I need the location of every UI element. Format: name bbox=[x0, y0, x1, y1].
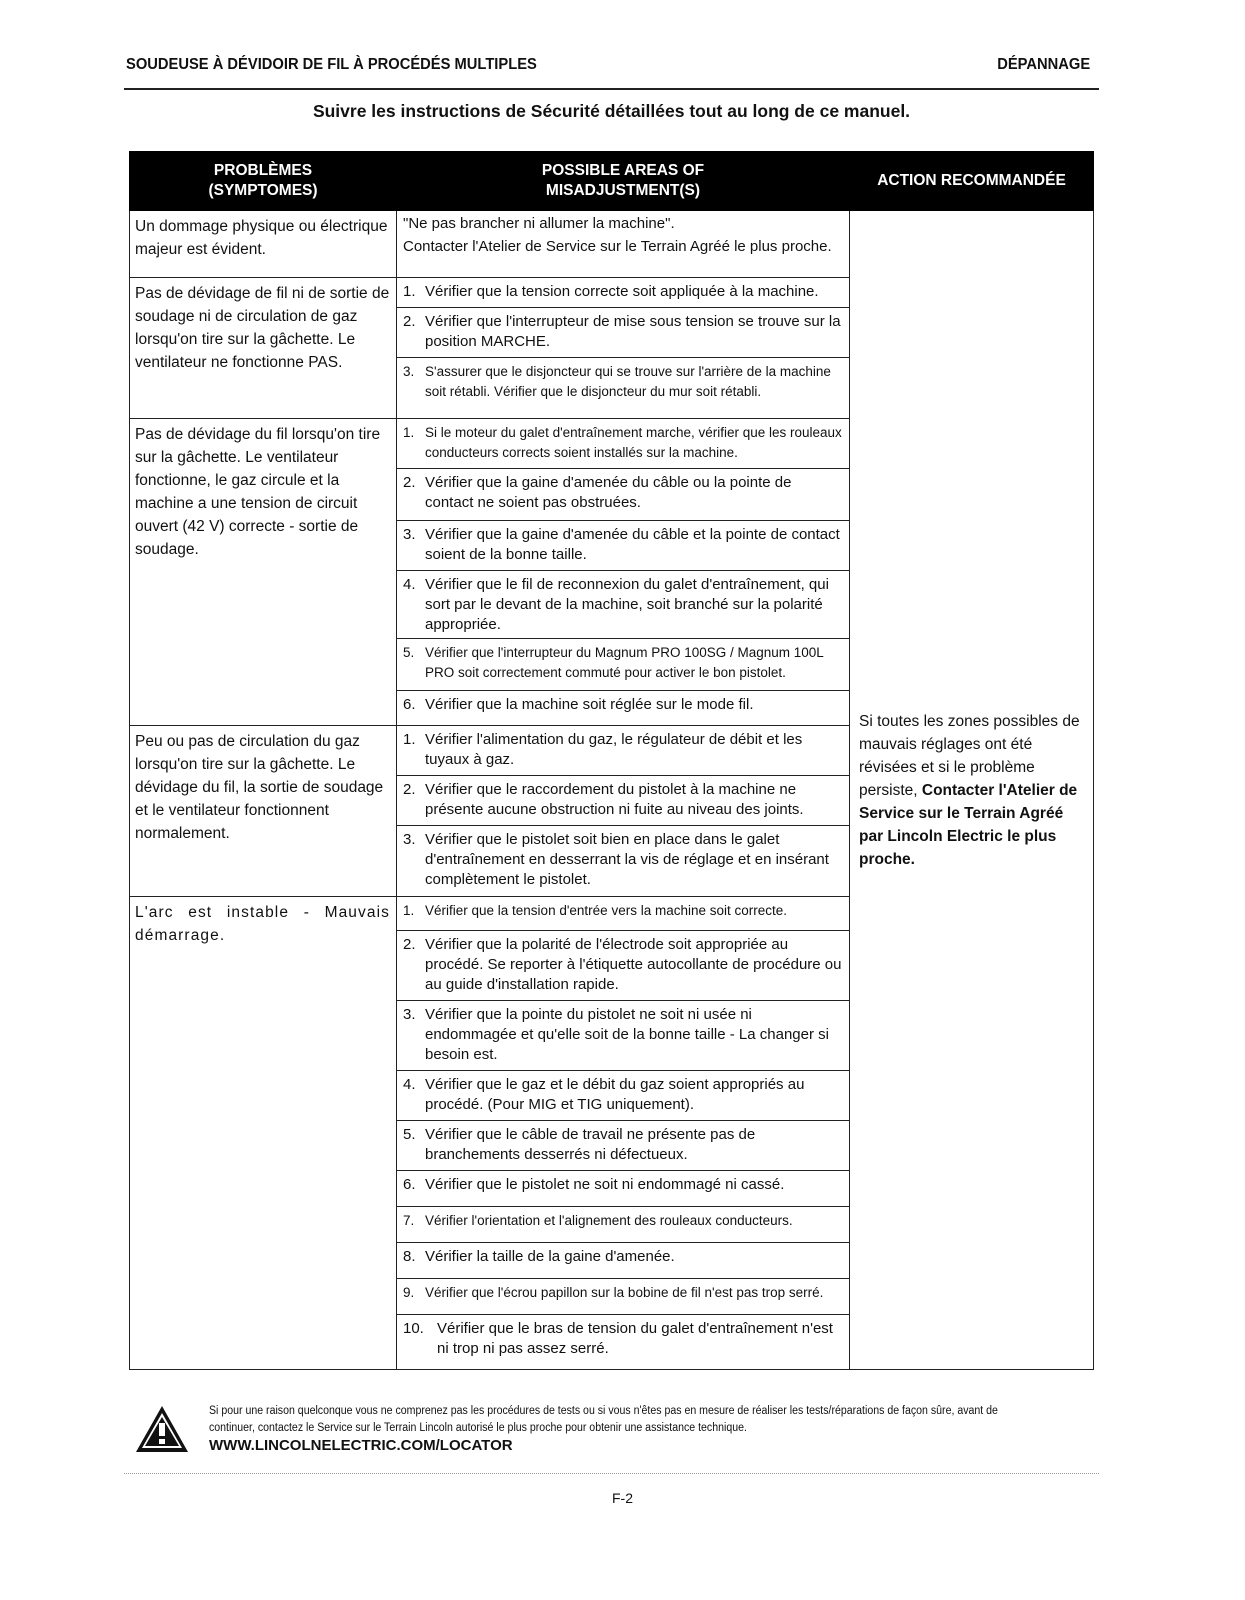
item-number: 2. bbox=[403, 474, 416, 491]
misadjustment-item bbox=[397, 521, 849, 571]
misadjustment-item bbox=[397, 826, 849, 896]
item-text: Vérifier que le pistolet soit bien en place dans le galet d'entraînement en desserrant la vis de réglage et en insérant complètement le pistolet. bbox=[425, 831, 829, 888]
item-text: S'assurer que le disjoncteur qui se trouve sur l'arrière de la machine soit rétabli. Vérifier que le disjoncteur du mur soit rétabli. bbox=[425, 364, 831, 399]
misadjustment-item bbox=[397, 469, 849, 521]
locator-link[interactable]: WWW.LINCOLNELECTRIC.COM/LOCATOR bbox=[209, 1437, 513, 1454]
misadjustment-item bbox=[397, 278, 849, 308]
recommended-action-cell bbox=[850, 211, 1094, 1370]
item-text: Vérifier que le fil de reconnexion du galet d'entraînement, qui sort par le devant de la machine, soit branché sur la polarité appropriée. bbox=[425, 576, 829, 633]
areas-cell bbox=[397, 278, 850, 419]
item-number: 6. bbox=[403, 1176, 416, 1193]
column-header-action: ACTION RECOMMANDÉE bbox=[850, 152, 1094, 211]
item-number: 3. bbox=[403, 1006, 416, 1023]
item-text: Vérifier que la polarité de l'électrode soit appropriée au procédé. Se reporter à l'étiquette autocollante de procédure ou au guide d'installation rapide. bbox=[425, 936, 842, 993]
item-text: Vérifier que la gaine d'amenée du câble ou la pointe de contact ne soient pas obstruées. bbox=[425, 474, 792, 511]
footer-divider bbox=[124, 1473, 1099, 1474]
column-header-areas: POSSIBLE AREAS OF MISADJUSTMENT(S) bbox=[397, 152, 850, 211]
action-text: Si toutes les zones possibles de mauvais réglages ont été révisées et si le problème persiste, bbox=[859, 712, 1080, 799]
item-text: Vérifier que le câble de travail ne présente pas de branchements desserrés ni défectueux. bbox=[425, 1126, 756, 1163]
item-number: 5. bbox=[403, 645, 415, 660]
misadjustment-item bbox=[397, 776, 849, 826]
areas-cell bbox=[397, 419, 850, 726]
item-number: 3. bbox=[403, 831, 416, 848]
item-text: Vérifier que la tension d'entrée vers la machine soit correcte. bbox=[425, 903, 788, 918]
misadjustment-item bbox=[397, 1071, 849, 1121]
column-header-problems: PROBLÈMES (SYMPTOMES) bbox=[130, 152, 397, 211]
problem-cell: Pas de dévidage du fil lorsqu'on tire sur la gâchette. Le ventilateur fonctionne, le gaz circule et la machine a une tension de circuit ouvert (42 V) correcte - sortie de soudage. bbox=[130, 419, 397, 726]
item-number: 3. bbox=[403, 364, 415, 379]
item-number: 2. bbox=[403, 781, 416, 798]
areas-cell bbox=[397, 211, 850, 278]
misadjustment-item bbox=[397, 308, 849, 358]
misadjustment-item bbox=[397, 1171, 849, 1207]
page-number: F-2 bbox=[612, 1490, 633, 1506]
item-number: 1. bbox=[403, 425, 415, 440]
item-text: Vérifier l'alimentation du gaz, le régulateur de débit et les tuyaux à gaz. bbox=[425, 731, 803, 768]
misadjustment-item bbox=[397, 1279, 849, 1315]
misadjustment-item bbox=[397, 897, 849, 931]
item-number: 1. bbox=[403, 731, 416, 748]
areas-cell bbox=[397, 726, 850, 897]
item-number: 6. bbox=[403, 696, 416, 713]
item-number: 1. bbox=[403, 903, 415, 918]
item-number: 5. bbox=[403, 1126, 416, 1143]
misadjustment-item bbox=[397, 419, 849, 469]
item-number: 7. bbox=[403, 1213, 415, 1228]
item-number: 10. bbox=[403, 1320, 424, 1337]
item-number: 8. bbox=[403, 1248, 416, 1265]
item-text: Vérifier que l'interrupteur du Magnum PRO 100SG / Magnum 100L PRO soit correctement commuté pour activer le bon pistolet. bbox=[425, 645, 824, 680]
item-text: "Ne pas brancher ni allumer la machine". Contacter l'Atelier de Service sur le Terrain Agréé le plus proche. bbox=[403, 215, 832, 255]
item-text: Vérifier que le raccordement du pistolet à la machine ne présente aucune obstruction ni fuite au niveau des joints. bbox=[425, 781, 804, 818]
misadjustment-item bbox=[397, 639, 849, 691]
misadjustment-item bbox=[397, 571, 849, 639]
item-text: Vérifier que le pistolet ne soit ni endommagé ni cassé. bbox=[425, 1176, 785, 1193]
item-text: Vérifier que la tension correcte soit appliquée à la machine. bbox=[425, 283, 819, 300]
misadjustment-item bbox=[397, 211, 849, 277]
misadjustment-item bbox=[397, 1243, 849, 1279]
problem-cell: Peu ou pas de circulation du gaz lorsqu'on tire sur la gâchette. Le dévidage du fil, la sortie de soudage et le ventilateur fonctionnent normalement. bbox=[130, 726, 397, 897]
item-text: Vérifier que le gaz et le débit du gaz soient appropriés au procédé. (Pour MIG et TIG uniquement). bbox=[425, 1076, 805, 1113]
item-number: 1. bbox=[403, 283, 416, 300]
item-text: Vérifier que le bras de tension du galet d'entraînement n'est ni trop ni pas assez serré. bbox=[437, 1320, 833, 1357]
problem-cell: L'arc est instable - Mauvais démarrage. bbox=[130, 897, 397, 1370]
safety-instruction: Suivre les instructions de Sécurité détaillées tout au long de ce manuel. bbox=[312, 101, 911, 121]
section-title: DÉPANNAGE bbox=[997, 56, 1091, 73]
misadjustment-item bbox=[397, 1315, 849, 1369]
item-number: 4. bbox=[403, 576, 416, 593]
areas-cell bbox=[397, 897, 850, 1370]
action-contact: Contacter l'Atelier de Service sur le Terrain Agréé par Lincoln Electric le plus proche. bbox=[859, 781, 1078, 868]
misadjustment-item bbox=[397, 1207, 849, 1243]
table-row bbox=[130, 211, 1094, 278]
misadjustment-item bbox=[397, 931, 849, 1001]
item-text: Vérifier la taille de la gaine d'amenée. bbox=[425, 1248, 675, 1265]
item-text: Si le moteur du galet d'entraînement marche, vérifier que les rouleaux conducteurs corrects soient installés sur la machine. bbox=[425, 425, 842, 460]
item-number: 2. bbox=[403, 313, 416, 330]
item-number: 4. bbox=[403, 1076, 416, 1093]
misadjustment-item bbox=[397, 691, 849, 725]
item-text: Vérifier l'orientation et l'alignement des rouleaux conducteurs. bbox=[425, 1213, 793, 1228]
item-text: Vérifier que la gaine d'amenée du câble et la pointe de contact soient de la bonne taille. bbox=[425, 526, 840, 563]
item-text: Vérifier que l'interrupteur de mise sous tension se trouve sur la position MARCHE. bbox=[425, 313, 841, 350]
table-header-row bbox=[130, 152, 1094, 211]
item-number: 3. bbox=[403, 526, 416, 543]
manual-title: SOUDEUSE À DÉVIDOIR DE FIL À PROCÉDÉS MULTIPLES bbox=[126, 56, 537, 73]
header-divider bbox=[124, 88, 1099, 90]
misadjustment-item bbox=[397, 1001, 849, 1071]
item-text: Vérifier que l'écrou papillon sur la bobine de fil n'est pas trop serré. bbox=[425, 1285, 824, 1300]
misadjustment-item bbox=[397, 358, 849, 418]
item-text: Vérifier que la machine soit réglée sur le mode fil. bbox=[425, 696, 754, 713]
problem-cell: Pas de dévidage de fil ni de sortie de soudage ni de circulation de gaz lorsqu'on tire sur la gâchette. Le ventilateur ne fonctionne PAS. bbox=[130, 278, 397, 419]
page-header bbox=[126, 56, 1091, 74]
item-text: Vérifier que la pointe du pistolet ne soit ni usée ni endommagée et qu'elle soit de la bonne taille - La changer si besoin est. bbox=[425, 1006, 829, 1063]
troubleshooting-table bbox=[129, 151, 1094, 1370]
item-number: 9. bbox=[403, 1285, 415, 1300]
footer-note: Si pour une raison quelconque vous ne comprenez pas les procédures de tests ou si vous n'êtes pas en mesure de réaliser les tests/réparations de façon sûre, avant de continuer, contactez le Service sur le Terrain Lincoln autorisé le plus proche pour obtenir une assistance technique. bbox=[209, 1405, 998, 1434]
misadjustment-item bbox=[397, 726, 849, 776]
item-number: 2. bbox=[403, 936, 416, 953]
misadjustment-item bbox=[397, 1121, 849, 1171]
problem-cell: Un dommage physique ou électrique majeur est évident. bbox=[130, 211, 397, 278]
warning-triangle-icon bbox=[134, 1404, 190, 1454]
